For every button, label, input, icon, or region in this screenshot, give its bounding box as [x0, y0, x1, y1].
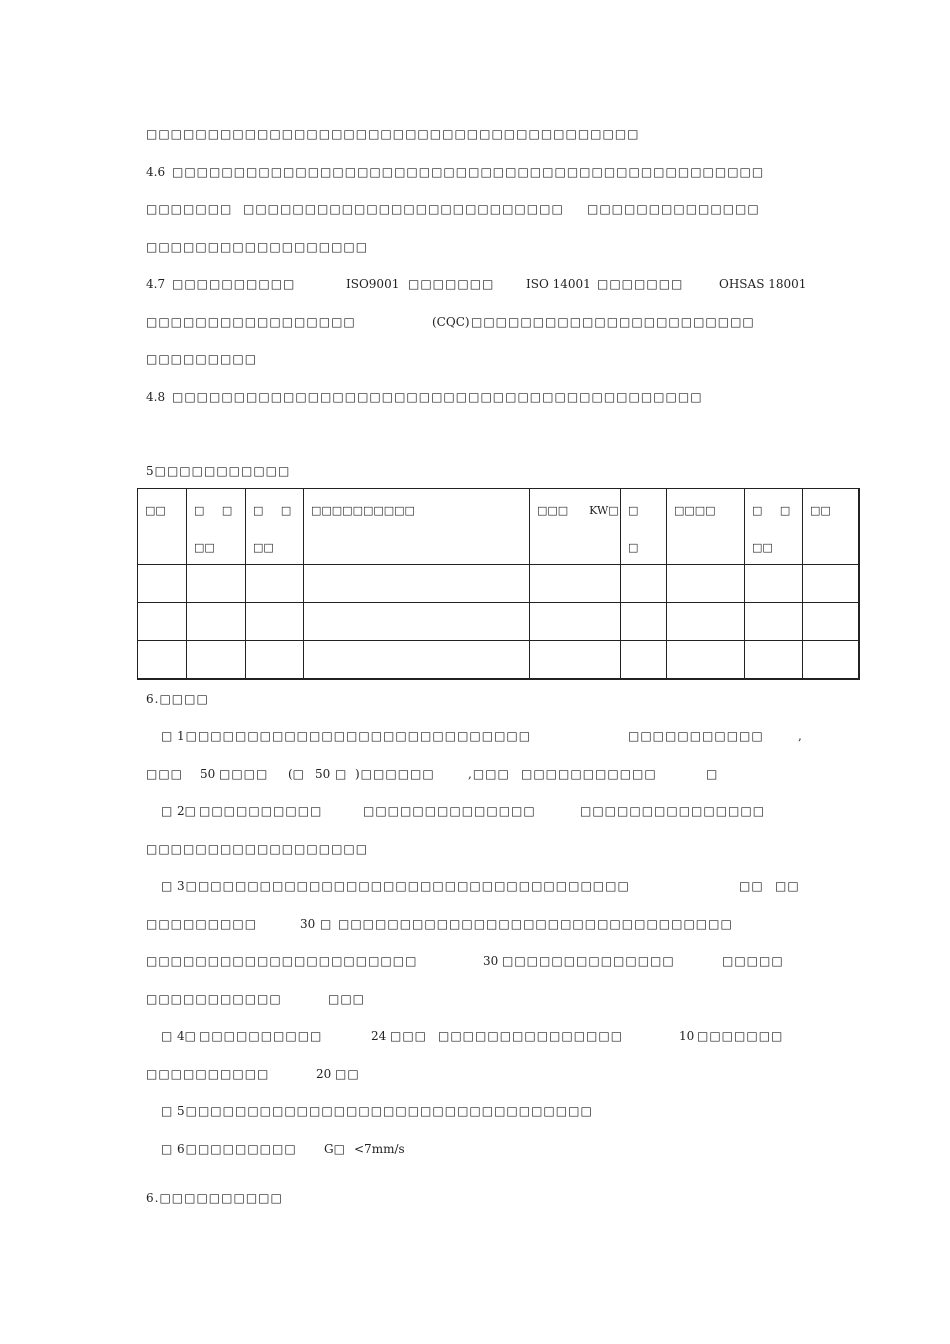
item-1-text: □ [335, 767, 347, 781]
table-cell [530, 641, 621, 680]
item-3-text: □□□□□□□□□ [146, 917, 258, 931]
table-cell [667, 603, 745, 641]
header-cell: □□□□ [667, 489, 745, 565]
table-cell [246, 565, 304, 603]
table-cell [246, 603, 304, 641]
item-1-text: □□□□□□□□□□□ [628, 729, 764, 743]
item-4-number: 4□ [177, 1029, 196, 1043]
header-cell: □□□ KW□ [530, 489, 621, 565]
header-cell: □□□□□□□□□□ [304, 489, 530, 565]
table-cell [138, 565, 187, 603]
section-6-heading: 6.□□□□ [146, 692, 209, 706]
header-cell: □ □ □□ [246, 489, 304, 565]
item-1-text: □□□□□□□□□□□ [521, 767, 657, 781]
item-1-text: ,□□□ [468, 767, 510, 781]
header-cell: □□ [138, 489, 187, 565]
item-2-text: □□□□□□□□□□□□□□□ [580, 804, 766, 818]
table-cell [530, 565, 621, 603]
clause-4-8-number: 4.8 [146, 390, 166, 404]
section-6-sub-heading: 6.□□□□□□□□□□ [146, 1191, 283, 1205]
item-3-text: □□□□□□□□□□□□□□□□□□□□□□ [146, 954, 418, 968]
header-cell: □ □ [621, 489, 667, 565]
item-3-value: 30 [483, 954, 499, 968]
clause-4-6-text: □□□□□□□□□□□□□□□□□□□□□□□□□□□□□□□□□□□□□□□□□□□□□□□□ [172, 165, 765, 179]
item-1-text: )□□□□□□ [355, 767, 435, 781]
table-cell [621, 603, 667, 641]
item-2-text: □□□□□□□□□□□□□□ [363, 804, 536, 818]
table-cell [803, 641, 859, 680]
item-3-text: □□□□□□□□□□□ [146, 992, 282, 1006]
clause-4-6-number: 4.6 [146, 165, 166, 179]
paragraph-line: □□□□□□□ [597, 277, 684, 291]
paragraph-line: □□□□□□□□□□□□□□□□□ [146, 315, 356, 329]
item-4-text: □□ [335, 1067, 360, 1081]
item-1-text: □□□□ [219, 767, 269, 781]
item-4-value: 24 [371, 1029, 387, 1043]
item-3-value: 30 [300, 917, 316, 931]
paragraph-line: □□□□□□□□□□□□□□□□□□□□□□□ [471, 315, 755, 329]
item-3-text: □□□□□ [722, 954, 784, 968]
section-5-heading: 5□□□□□□□□□□□ [146, 464, 291, 478]
item-1-value: 50 [315, 767, 331, 781]
paragraph-line: □□□□□□□□□□ [172, 277, 296, 291]
item-5-text: 5□□□□□□□□□□□□□□□□□□□□□□□□□□□□□□□□□ [177, 1104, 593, 1118]
table-cell [187, 641, 246, 680]
ohsas18001-label: OHSAS 18001 [719, 277, 807, 291]
table-cell [304, 565, 530, 603]
item-6-text: G□ [324, 1142, 345, 1156]
item-3-text: □□ [775, 879, 800, 893]
paragraph-line: □□□□□□□□□□□□□□□□□□□□□□□□□□□□□□□□□□□□□□□□ [146, 127, 640, 141]
item-1-text: 1□□□□□□□□□□□□□□□□□□□□□□□□□□□□ [177, 729, 532, 743]
item-2-number: 2□ [177, 804, 196, 818]
header-cell: □ □ □□ [187, 489, 246, 565]
paragraph-line: □□□□□□□□□□□□□□ [587, 202, 760, 216]
cqc-label: (CQC) [432, 315, 470, 329]
item-3-text: 3□□□□□□□□□□□□□□□□□□□□□□□□□□□□□□□□□□□□ [177, 879, 630, 893]
iso9001-label: ISO9001 [346, 277, 400, 291]
item-4-text: □□□□□□□□□□□□□□□ [438, 1029, 624, 1043]
item-1-text: (□ [288, 767, 305, 781]
table-cell [138, 641, 187, 680]
table-cell [667, 565, 745, 603]
item-1-value: 50 [200, 767, 216, 781]
item-3-text: □□□□□□□□□□□□□□□□□□□□□□□□□□□□□□□□ [338, 917, 733, 931]
item-3-text: □□□ [328, 992, 366, 1006]
table-cell [621, 565, 667, 603]
clause-4-7-number: 4.7 [146, 277, 166, 291]
header-cell: □ □ □□ [745, 489, 803, 565]
table-row [138, 641, 859, 680]
table-cell [745, 565, 803, 603]
item-1-text: □□□ [146, 767, 184, 781]
table-row [138, 603, 859, 641]
table-cell [187, 565, 246, 603]
item-1-marker: □ [161, 729, 173, 743]
paragraph-line: □□□□□□□□□ [146, 352, 258, 366]
iso14001-label: ISO 14001 [526, 277, 591, 291]
table-cell [745, 603, 803, 641]
table-cell [803, 565, 859, 603]
item-2-marker: □ [161, 804, 173, 818]
item-3-text: □□ [739, 879, 764, 893]
table-cell [803, 603, 859, 641]
item-3-text: □□□□□□□□□□□□□□ [502, 954, 675, 968]
item-4-text: □□□□□□□ [697, 1029, 784, 1043]
paragraph-line: □□□□□□□ [146, 202, 233, 216]
item-4-marker: □ [161, 1029, 173, 1043]
header-cell: □□ [803, 489, 859, 565]
item-1-text: □ [706, 767, 718, 781]
table-cell [246, 641, 304, 680]
item-2-text: □□□□□□□□□□□□□□□□□□ [146, 842, 369, 856]
paragraph-line: □□□□□□□□□□□□□□□□□□ [146, 240, 369, 254]
table-cell [667, 641, 745, 680]
table-cell [621, 641, 667, 680]
item-3-text: □ [320, 917, 332, 931]
item-4-value: 10 [679, 1029, 695, 1043]
paragraph-line: □□□□□□□ [408, 277, 495, 291]
spec-table [137, 488, 860, 680]
item-2-text: □□□□□□□□□□ [199, 804, 323, 818]
table-cell [304, 641, 530, 680]
vibration-limit-value: <7mm/s [354, 1142, 405, 1156]
paragraph-line: □□□□□□□□□□□□□□□□□□□□□□□□□□ [243, 202, 564, 216]
item-6-marker: □ [161, 1142, 173, 1156]
table-cell [745, 641, 803, 680]
item-4-text: □□□□□□□□□□ [146, 1067, 270, 1081]
item-5-marker: □ [161, 1104, 173, 1118]
table-header-row [138, 489, 859, 565]
paragraph-line: □□□□□□□□□□□□□□□□□□□□□□□□□□□□□□□□□□□□□□□□□□□ [172, 390, 703, 404]
item-4-text: □□□□□□□□□□ [199, 1029, 323, 1043]
item-4-text: □□□ [390, 1029, 428, 1043]
item-3-marker: □ [161, 879, 173, 893]
item-6-text: 6□□□□□□□□□ [177, 1142, 297, 1156]
item-4-value: 20 [316, 1067, 332, 1081]
table-cell [530, 603, 621, 641]
item-1-text: , [798, 729, 802, 743]
table-cell [138, 603, 187, 641]
table-row [138, 565, 859, 603]
table-cell [304, 603, 530, 641]
table-cell [187, 603, 246, 641]
